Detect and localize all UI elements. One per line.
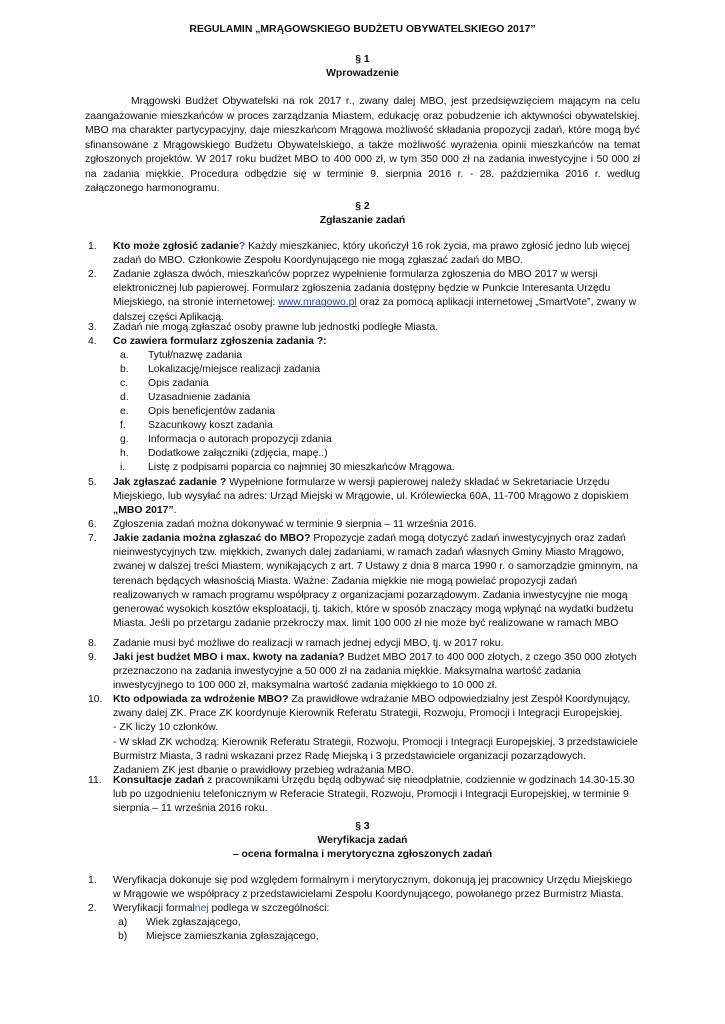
document-title: REGULAMIN „MRĄGOWSKIEGO BUDŻETU OBYWATELSKIEGO 2017” (189, 24, 536, 35)
s2-sub-h: h. Dodatkowe załączniki (zdjęcia, mapę..) (120, 448, 328, 459)
section-1-paragraph (85, 95, 640, 197)
s3-sub-a: a) Wiek zgłaszającego, (118, 917, 241, 928)
section-3-title: Weryfikacja zadań (317, 835, 408, 846)
s2-item-6: 6. Zgłoszenia zadań można dokonywać w terminie 9 sierpnia – 11 września 2016. (88, 519, 477, 530)
section-2-title: Zgłaszanie zadań (319, 215, 406, 226)
section-2-number: § 2 (355, 201, 370, 212)
s3-item-2: 2. Weryfikacji formalnej podlega w szczególności: (88, 903, 330, 914)
s2-sub-g: g. Informacja o autorach propozycji zdania (120, 434, 332, 445)
s2-sub-a: a. Tytuł/nazwę zadania (120, 350, 243, 361)
s2-item-10: 10. Kto odpowiada za wdrożenie MBO? Za prawidłowe wdrażanie MBO odpowiedzialny jest Zespół Koordynujący, zwany dalej ZK. Prace ZK koordynuje Kierownik Referatu Strategii, Rozwoju, Promocji i Integracji Europejskiej. - ZK liczy 10 członków. - W skład ZK wchodzą: Kierownik Referatu Strategii, Rozwoju, Promocji i Integracji Europejskiej, 3 przedstawiciele Burmistrz Miasta, 3 radni wskazani przez Radę Miejską i 3 przedstawiciele organizacji pozarządowych. Zadaniem ZK jest dbanie o prawidłowy przebieg wdrażania MBO. (88, 694, 638, 777)
s2-item-3: 3. Zadań nie mogą zgłaszać osoby prawne lub jednostki podległe Miasta. (88, 322, 439, 333)
s2-sub-f: f. Szacunkowy koszt zadania (120, 420, 273, 431)
s2-item-5: 5. Jak zgłaszać zadanie ? Wypełnione formularze w wersji papierowej należy składać w Sekretariacie Urzędu Miejskiego, lub wysyłać na adres: Urząd Miejski w Mrągowie, ul. Królewiecka 60A, 11-700 Mrągowo z dopiskiem „MBO 2017”. (88, 477, 629, 517)
s2-sub-c: c. Opis zadania (120, 378, 209, 389)
mragowo-website-link[interactable]: www.mragowo.pl (278, 297, 357, 309)
s2-sub-e: e. Opis beneficjentów zadania (120, 406, 276, 417)
s3-sub-b: b) Miejsce zamieszkania zgłaszającego, (118, 931, 319, 942)
s2-item-2: 2. Zadanie zgłasza dwóch, mieszkańców poprzez wypełnienie formularza zgłoszenia do MBO 2017 w wersji elektronicznej lub papierowej. Formularz zgłoszenia zadania dostępny będzie w Punkcie Interesanta Urzędu Miejskiego, na stronie internetowej: www.mragowo.pl oraz za pomocą aplikacji internetowej „SmartVote”, zwany w dalszej części Aplikacją. (88, 269, 637, 323)
section-3-number: § 3 (355, 821, 370, 832)
s2-item-4: 4. Co zawiera formularz zgłoszenia zadania ?: (88, 336, 327, 347)
s2-sub-b: b. Lokalizację/miejsce realizacji zadania (120, 364, 321, 375)
section-1-title: Wprowadzenie (326, 68, 399, 79)
section-1-number: § 1 (355, 54, 370, 65)
s2-sub-i: i. Listę z podpisami poparcia co najmniej 30 mieszkańców Mrągowa. (120, 462, 455, 473)
s2-item-1: 1. Kto może zgłosić zadanie? Każdy mieszkaniec, który ukończył 16 rok życia, ma prawo zgłosić jedno lub więcej zadań do MBO. Członkowie Zespołu Koordynującego nie mogą zgłaszać zadań do MBO. (88, 241, 630, 267)
s3-item-1: 1. Weryfikacja dokonuje się pod względem formalnym i merytorycznym, dokonują jej pracownicy Urzędu Miejskiego w Mrągowie we współpracy z przedstawicielami Zespołu Koordynującego, powołanego przez Burmistrz Miasta. (88, 875, 632, 901)
s2-item-11: 11. Konsultacje zadań z pracownikami Urzędu będą odbywać się nieodpłatnie, codziennie w godzinach 14.30-15.30 lub po uzgodnieniu telefonicznym w Referacie Strategii, Rozwoju, Promocji i Integracji Europejskiej, w terminie 9 sierpnia – 11 września 2016 roku. (88, 775, 635, 815)
section-3-subtitle: – ocena formalna i merytoryczna zgłoszonych zadań (232, 849, 493, 860)
s2-sub-d: d. Uzasadnienie zadania (120, 392, 251, 403)
section-1-text: Mrągowski Budżet Obywatelski na rok 2017 r., zwany dalej MBO, jest przedsięwzięciem mającym na celu zaangażowanie mieszkańców w proces zarządzania Miastem, edukację oraz pobudzenie ich aktywności obywatelskiej. MBO ma charakter partycypacyjny, daje mieszkańcom Mrągowa możliwość składania propozycji zadań, które mogą być sfinansowane z Mrągowskiego Budżetu Obywatelskiego, a także możliwość wyrażenia opinii mieszkańców na temat zgłoszonych projektów. W 2017 roku budżet MBO to 400 000 zł, w tym 350 000 zł na zadania inwestycyjne i 50 000 zł na zadania miękkie. Procedura odbędzie się w terminie 9. sierpnia 2016 r. - 28. października 2016 r. według załączonego harmonogramu. (85, 96, 640, 194)
s2-item-7: 7. Jakie zadania można zgłaszać do MBO? Propozycje zadań mogą dotyczyć zadań inwestycyjnych oraz zadań nieinwestycyjnych tzw. miękkich, zwanych dalej zadaniami, w ramach zadań własnych Gminy Miasto Mrągowo, zwanej w dalszej treści Miastem, wynikających z art. 7 Ustawy z dnia 8 marca 1990 r. o samorządzie gminnym, na terenach będących własnością Miasta. Ważne: Zadania miękkie nie mogą powielać propozycji zadań realizowanych w ramach programu współpracy z organizacjami pozarządowym. Zadania inwestycyjne nie mogą generować wysokich kosztów eksploatacji, tj. takich, które w sposób znaczący mogą wpłynąć na wydatki budżetu Miasta. Jeśli po przetargu zadanie przekroczy max. limit 100 000 zł nie może być realizowane w ramach MBO (88, 533, 638, 630)
s2-item-8: 8. Zadanie musi być możliwe do realizacji w ramach jednej edycji MBO, tj. w 2017 roku. (88, 638, 504, 649)
s2-item-9: 9. Jaki jest budżet MBO i max. kwoty na zadania? Budżet MBO 2017 to 400 000 złotych, z czego 350 000 złotych przeznaczono na zadania inwestycyjne a 50 000 zł na zadania miękkie. Maksymalna wartość zadania inwestycyjnego to 100 000 zł, maksymalna wartość zadania miękkiego to 10 000 zł. (88, 652, 637, 692)
